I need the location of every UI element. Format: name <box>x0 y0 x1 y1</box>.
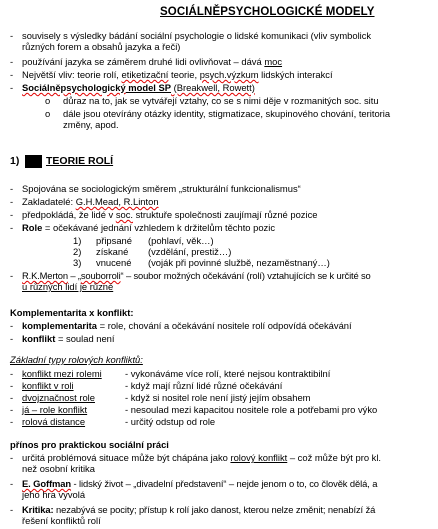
practice-goffman-text: - lidský život – „divadelní představení“ – nejde jenom o to, co člověk dělá, a <box>71 478 378 489</box>
intro-line-3-power: moc <box>264 56 283 67</box>
list-dash: - <box>10 82 14 93</box>
role-type-number: 2) <box>73 246 82 257</box>
practice-critique-text: nezabývá se pocity; přístup k rolí jako danost, kterou nelze změnit; nenabízí žá <box>53 504 376 515</box>
intro-line-4-term-2: psych.výzkum <box>199 69 259 80</box>
list-dash: - <box>10 30 14 41</box>
intro-line-3 <box>22 56 282 67</box>
roles-definition: = očekávané jednání vzhledem k držitelům těchto pozic <box>42 222 276 233</box>
complement-line-1 <box>22 320 352 331</box>
role-type-name: vnucené <box>96 257 132 268</box>
list-circle: o <box>45 108 51 119</box>
practice-line-1-text-2: – což může být pro kl. <box>287 452 382 463</box>
list-dash: - <box>10 368 14 379</box>
roles-term: Role <box>22 222 43 233</box>
conflict-type-desc: - když si nositel role není jistý jejím obsahem <box>125 392 311 403</box>
roles-line-2-text: Zakladatelé: <box>22 196 76 207</box>
roles-line-1: Spojována se sociologickým směrem „strukturální funkcionalismus“ <box>22 183 301 194</box>
list-dash: - <box>10 392 14 403</box>
list-dash: - <box>10 56 14 67</box>
intro-line-5-model: model SP <box>125 82 172 93</box>
conflict-type-term: konflikt v roli <box>22 380 74 391</box>
intro-sub-2-cont: změny, apod. <box>63 119 119 130</box>
role-type-number: 1) <box>73 235 82 246</box>
practice-line-1-text: určitá problémová situace může být chápána jako <box>22 452 231 463</box>
list-dash: - <box>10 380 14 391</box>
conflict-type-desc: - nesoulad mezi kapacitou nositele role a potřebami pro výko <box>125 404 378 415</box>
intro-line-4-text-3: lidských interakcí <box>258 69 333 80</box>
list-dash: - <box>10 69 14 80</box>
section-heading: TEORIE ROLÍ <box>46 155 114 167</box>
list-dash: - <box>10 320 14 331</box>
intro-sub-2: dále jsou otevírány otázky identity, stigmatizace, skupinového chování, teritoria <box>63 108 391 119</box>
conflict-type-term: konflikt mezi rolemi <box>22 368 102 379</box>
list-dash: - <box>10 504 14 515</box>
practice-critique-label: Kritika: <box>22 504 54 515</box>
roles-founders: G.H.Mead, R.Linton <box>75 196 159 207</box>
section-number: 1) <box>10 155 20 167</box>
practice-line-2: než osobní kritika <box>22 463 95 474</box>
list-dash: - <box>10 222 14 233</box>
complement-definition: = role, chování a očekávání nositele rolí odpovídá očekávání <box>97 320 352 331</box>
list-dash: - <box>10 196 14 207</box>
conflict-type-term: já – role konflikt <box>22 404 88 415</box>
highlight-block <box>25 155 42 168</box>
roles-line-3 <box>22 209 317 220</box>
intro-line-2: různých forem a obsahů jazyka a řeči) <box>22 41 181 52</box>
role-type-examples: (voják při povinné službě, nezaměstnaný…) <box>148 257 330 268</box>
practice-role-conflict: rolový konflikt <box>230 452 288 463</box>
intro-line-5-authors: (Breakwell, Rowett) <box>171 82 255 93</box>
roles-merton-sep: – „ <box>67 270 81 281</box>
role-type-name: připsané <box>96 235 132 246</box>
role-type-examples: (pohlaví, věk…) <box>148 235 214 246</box>
intro-line-5-term: Sociálněpsychologický <box>22 82 126 93</box>
list-dash: - <box>10 404 14 415</box>
list-dash: - <box>10 452 14 463</box>
intro-line-4-term: etiketizační <box>121 69 169 80</box>
conflict-type-desc: - vykonáváme více rolí, které nejsou kontraktibilní <box>125 368 331 379</box>
roles-line-4 <box>22 222 275 233</box>
practice-line-1 <box>22 452 381 463</box>
practice-line-4: jeho hra vyvolá <box>22 489 86 500</box>
list-dash: - <box>10 478 14 489</box>
conflict-type-term: dvojznačnost role <box>22 392 95 403</box>
list-dash: - <box>10 209 14 220</box>
roles-merton-line <box>22 270 371 281</box>
roles-role-set: souborroli <box>80 270 121 281</box>
practice-line-3 <box>22 478 377 489</box>
complement-line-2 <box>22 333 115 344</box>
role-type-name: získané <box>96 246 129 257</box>
intro-line-3-text: používání jazyka se záměrem druhé lidi ovlivňovat – dává <box>22 56 265 67</box>
conflict-type-desc: - určitý odstup od role <box>125 416 216 427</box>
list-dash: - <box>10 270 14 281</box>
intro-line-5 <box>22 82 255 93</box>
conflict-type-term: rolová distance <box>22 416 86 427</box>
intro-line-1: souvisely s výsledky bádání sociální psychologie o lidské komunikaci (vliv symbolick <box>22 30 372 41</box>
role-type-examples: (vzdělání, prestiž…) <box>148 246 232 257</box>
intro-line-4 <box>22 69 333 80</box>
practice-goffman: E. Goffman <box>22 478 72 489</box>
types-heading: Základní typy rolových konfliktů: <box>10 354 143 365</box>
conflict-term: konflikt <box>22 333 56 344</box>
intro-sub-1: důraz na to, jak se vytvářejí vztahy, co se s nimi děje v rozmanitých soc. situ <box>63 95 379 106</box>
list-dash: - <box>10 183 14 194</box>
roles-merton-cont: u různých lidí je různé <box>22 281 114 292</box>
role-type-number: 3) <box>73 257 82 268</box>
practice-line-6: řešení konfliktů rolí <box>22 515 101 526</box>
page-title: SOCIÁLNĚPSYCHOLOGICKÉ MODELY <box>160 6 375 18</box>
conflict-type-desc: - když mají různí lidé různé očekávání <box>125 380 283 391</box>
complement-heading: Komplementarita x konflikt: <box>10 307 134 318</box>
practice-line-5 <box>22 504 375 515</box>
roles-merton-text: “ – soubor možných očekávání (rolí) vztahujících se k určité so <box>120 270 371 281</box>
list-circle: o <box>45 95 51 106</box>
complement-term: komplementarita <box>22 320 98 331</box>
intro-line-4-text-2: teorie, <box>168 69 200 80</box>
intro-line-4-text: Největší vliv: teorie rolí, <box>22 69 122 80</box>
practice-heading: přínos pro praktickou sociální práci <box>10 439 169 450</box>
roles-line-3-text: předpokládá, že lidé v <box>22 209 116 220</box>
list-dash: - <box>10 416 14 427</box>
roles-line-3-text-2: struktuře společnosti zaujímají různé pozice <box>133 209 318 220</box>
conflict-definition: = soulad není <box>55 333 115 344</box>
list-dash: - <box>10 333 14 344</box>
roles-line-2 <box>22 196 159 207</box>
roles-merton: R.K.Merton <box>22 270 68 281</box>
roles-line-3-abbr: soc. <box>115 209 134 220</box>
